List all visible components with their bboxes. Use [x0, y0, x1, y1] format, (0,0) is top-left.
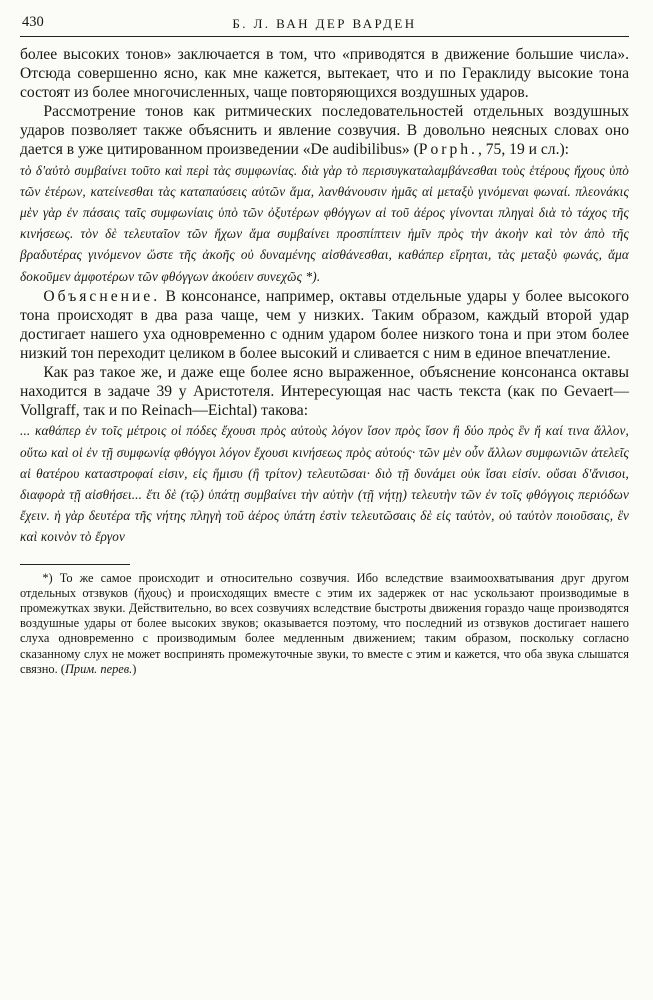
- main-text: [20, 45, 629, 548]
- footnote-text: [20, 571, 629, 677]
- running-title: Б. Л. ВАН ДЕР ВАРДЕН: [232, 16, 417, 31]
- footnote-body: *) То же самое происходит и относительно созвучия. Ибо вследствие взаимоохватывания друг другом отдельных отзвуков (ἤχους) и происходящих вместе с этим их задержек от нас ускользают производимые в промежутках звуки. Действительно, во всех созвучиях вследствие быстроты движения гораздо чаще производятся воздушные удары от более высоких звуков; оказывается поэтому, что последний из отзвуков достигает нашего слуха одновременно с производимым более медленным движением; таким образом, поскольку согласно сказанному слух не может воспринять промежуточные звуки, то вместе с этим и кажется, что оба звука слышатся связно. (: [20, 570, 629, 676]
- footnote: [20, 571, 629, 677]
- paragraph-4: Как раз такое же, и даже еще более ясно выраженное, объяснение консонанса октавы находится в задаче 39 у Аристотеля. Интересующая нас часть текста (как по Gevaert—Vollgraff, так и по Reinach—Eichtal) такова:: [20, 364, 629, 420]
- paragraph-3: [20, 287, 629, 363]
- page-header: [20, 14, 629, 37]
- paragraph-1: более высоких тонов» заключается в том, что «приводятся в движение большие числа». Отсюда совершенно ясно, как мне кажется, вытекает, что и по Гераклиду высокие тона состоят из более многочисленных, чаще повторяющихся воздушных ударов.: [20, 46, 629, 102]
- translator-note: Прим. перев.: [64, 661, 133, 676]
- paragraph-3-text: В консонансе, например, октавы отдельные удары у более высокого тона происходят в два раза чаще, чем у низких. Таким образом, каждый второй удар достигает нашего уха одновременно с одним ударом более низкого тона и при этом более низкий тон переходит целиком в более высокий и сливается с ним в единое впечатление.: [20, 287, 629, 363]
- paragraph-2: [20, 102, 629, 159]
- paragraph-2-text: Рассмотрение тонов как ритмических последовательностей отдельных воздушных ударов позволяет также объяснить и явление созвучия. В довольно неясных словах оно дается в уже цитированном произведении «De audibilibus» (: [20, 103, 629, 159]
- footnote-close: ): [132, 661, 137, 676]
- greek-quote-2: ... καθάπερ ἐν τοῖς μέτροις οἱ πόδες ἔχουσι πρὸς αὐτοὺς λόγον ἴσον πρὸς ἴσον ἢ δύο πρὸς ἓν ἤ καί τινα ἄλλον, οὕτω καὶ οἱ ἐν τῇ συμφωνίᾳ φθόγγοι λόγον ἔχουσι κινήσεως πρὸς αὑτούς· τῶν μὲν οὖν ἄλλων συμφωνιῶν ἀτελεῖς αἱ θατέρου καταστροφαί εἰσιν, εἰς ἥμισυ (ἢ τρίτον) τελευτῶσαι· διὸ τῇ δυνάμει οὐκ ἴσαι εἰσίν. οὔσαι δ'ἄνισοι, διαφορὰ τῇ αἰσθήσει... ἔτι δὲ (τῷ) ὑπάτῃ συμβαίνει τὴν αὐτὴν (τῇ νήτῃ) τελευτὴν τῶν ἐν τοῖς φθόγγοις περιόδων ἔχειν. ἡ γὰρ δευτέρα τῆς νήτης πληγὴ τοῦ ἀέρος ὑπάτη ἐστὶν τελευτῶσαις δὲ εἰς ταὐτὸν, οὐ ταὐτὸν ποιοῦσαις, ἓν καὶ κοινὸν τὸ ἔργον: [20, 423, 629, 545]
- page-number: 430: [22, 14, 44, 30]
- porph-reference: Porph.: [418, 141, 478, 159]
- paragraph-2-tail: , 75, 19 и сл.):: [477, 141, 570, 159]
- footnote-rule: [20, 564, 130, 565]
- greek-quote-1: τὸ δ'αὐτὸ συμβαίνει τοῦτο καὶ περὶ τὰς συμφωνίας. διὰ γὰρ τὸ περισυγκαταλαμβάνεσθαι τοὺς ἑτέρους ἤχους ὑπὸ τῶν ἑτέρων, κατείνεσθαι τὰς καταπαύσεις αὐτῶν ἅμα, λανθάνουσιν ἡμᾶς αἱ μεταξὺ γινόμεναι φωναί. πλεονάκις μὲν γὰρ ἐν πάσαις ταῖς συμφωνίαις ὑπὸ τῶν ὀξυτέρων φθόγγων αἱ τοῦ ἀέρος γίνονται πληγαὶ διὰ τὸ τάχος τῆς κινήσεως. τὸν δὲ τελευταῖον τῶν ἤχων ἅμα συμβαίνει προσπίπτειν ἡμῖν πρὸς τὴν ἀκοὴν καὶ τὸν ἀπὸ τῆς βραδυτέρας γινόμενον ὥστε τῆς ἀκοῆς οὐ δυναμένης αἰσθάνεσθαι, καθάπερ εἴρηται, τὰς μεταξὺ φωνάς, ἅμα δοκοῦμεν ἀμφοτέρων τῶν φθόγγων ἀκούειν συνεχῶς *).: [20, 162, 629, 284]
- explanation-label: Объяснение.: [43, 287, 161, 305]
